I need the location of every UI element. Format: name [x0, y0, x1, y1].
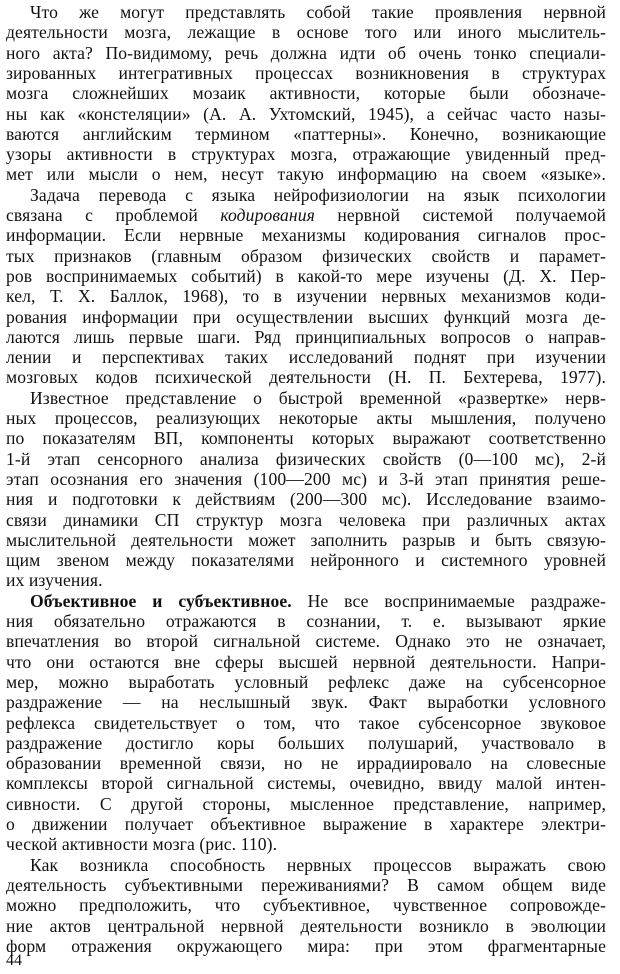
text-line: щим звеном между показателями нейронного и системного уровней [6, 550, 606, 571]
text-line: ческой активности мозга (рис. 110). [6, 834, 278, 855]
text-line: этап осознания его значения (100—200 мс) и 3-й этап принятия реше- [6, 468, 606, 489]
text-line: комплексы второй сигнальной системы, очевидно, ввиду малой интен- [6, 773, 606, 794]
text-line: мозга сложнейших мозаик активности, которые были обозначе- [6, 83, 606, 104]
text-fragment: связана с проблемой [6, 205, 198, 225]
text-line: Задача перевода с языка нейрофизиологии на язык психологии [30, 184, 606, 205]
text-line: информации. Если нервные механизмы кодирования сигналов прос- [6, 225, 606, 246]
section-heading: Объективное и субъективное. [30, 590, 292, 611]
text-line: мер, можно выработать условный рефлекс даже на субсенсорное [6, 671, 606, 692]
text-line: мозговых кодов психической деятельности (Н. П. Бехтерева, 1977). [6, 367, 606, 388]
text-line: деятельность субъективными переживаниями? В самом общем виде [6, 874, 606, 895]
text-line: ваются английским термином «паттерны». Конечно, возникающие [6, 123, 606, 144]
text-line: кел, Т. Х. Баллок, 1968), то в изучении нервных механизмов коди- [6, 286, 606, 307]
text-line: деятельности мозга, лежащие в основе того или иного мыслитель- [6, 22, 606, 43]
text-line: рефлекса свидетельствует о том, что такое субсенсорное звуковое [6, 712, 606, 733]
text-line: лении и перспективах таких исследований поднят при изучении [6, 347, 606, 368]
text-line: ния и подготовки к действиям (200—300 мс). Исследование взаимо- [6, 489, 606, 510]
text-line: их изучения. [6, 570, 103, 591]
text-line: ров воспринимаемых событий) в какой-то мере изучены (Д. Х. Пер- [6, 265, 606, 286]
text-line [6, 205, 606, 225]
page-number: 44 [6, 952, 22, 969]
text-line: рования информации при осуществлении высших функций мозга де- [6, 306, 606, 327]
italic-term: кодирования [220, 205, 315, 225]
text-line: Известное представление о быстрой временной «развертке» нерв- [30, 387, 606, 408]
text-line: сивности. С другой стороны, мысленное представление, например, [6, 793, 606, 814]
text-line: узоры активности в структурах мозга, отражающие увиденный пред- [6, 144, 606, 165]
text-line: 1-й этап сенсорного анализа физических свойств (0—100 мс), 2-й [6, 448, 606, 469]
text-line: лаются лишь первые шаги. Ряд принципиальных вопросов о направ- [6, 326, 606, 347]
text-line: ния обязательно отражаются в сознании, т. е. вызывают яркие [6, 611, 606, 631]
text-line [30, 591, 606, 611]
text-line: форм отражения окружающего мира: при этом фрагментарные [6, 935, 606, 956]
text-line: зированных интегративных процессах возникновения в структурах [6, 62, 606, 83]
text-line: мет или мысли о нем, несут такую информацию на своем «языке». [6, 164, 606, 185]
text-fragment: Не все воспринимаемые раздраже- [307, 590, 606, 611]
text-line: Как возникла способность нервных процессов выражать свою [30, 854, 606, 875]
text-line: ного акта? По-видимому, речь должна идти об очень тонко специали- [6, 42, 606, 63]
text-line: связи динамики СП структур мозга человека при различных актах [6, 509, 606, 530]
text-fragment: нервной системой получаемой [337, 205, 606, 225]
text-line: ных процессов, реализующих некоторые акты мышления, получено [6, 408, 606, 428]
text-line: ны как «констеляции» (А. А. Ухтомский, 1945), а сейчас часто назы- [6, 103, 606, 124]
text-line: можно предположить, что субъективное, чувственное сопровожде- [6, 895, 606, 916]
text-line: раздражение — на неслышный звук. Факт выработки условного [6, 692, 606, 713]
text-line: раздражение достигло коры больших полушарий, участвовало в [6, 732, 606, 753]
text-line: впечатления во второй сигнальной системе. Однако это не означает, [6, 631, 606, 652]
text-line: мыслительной деятельности может заполнить разрыв и быть связую- [6, 529, 606, 550]
text-line: Что же могут представлять собой такие проявления нервной [30, 2, 606, 22]
text-line: по показателям ВП, компоненты которых выражают соответственно [6, 428, 606, 449]
text-line: образовании временной связи, но не иррадиировало на словесные [6, 753, 606, 774]
text-line: что они остаются вне сферы высшей нервной деятельности. Напри- [6, 651, 606, 672]
text-line: о движении получает объективное выражение в характере электри- [6, 814, 606, 834]
text-line: ние актов центральной нервной деятельности возникло в эволюции [6, 915, 606, 936]
text-line: тых признаков (главным образом физических свойств и парамет- [6, 245, 606, 266]
